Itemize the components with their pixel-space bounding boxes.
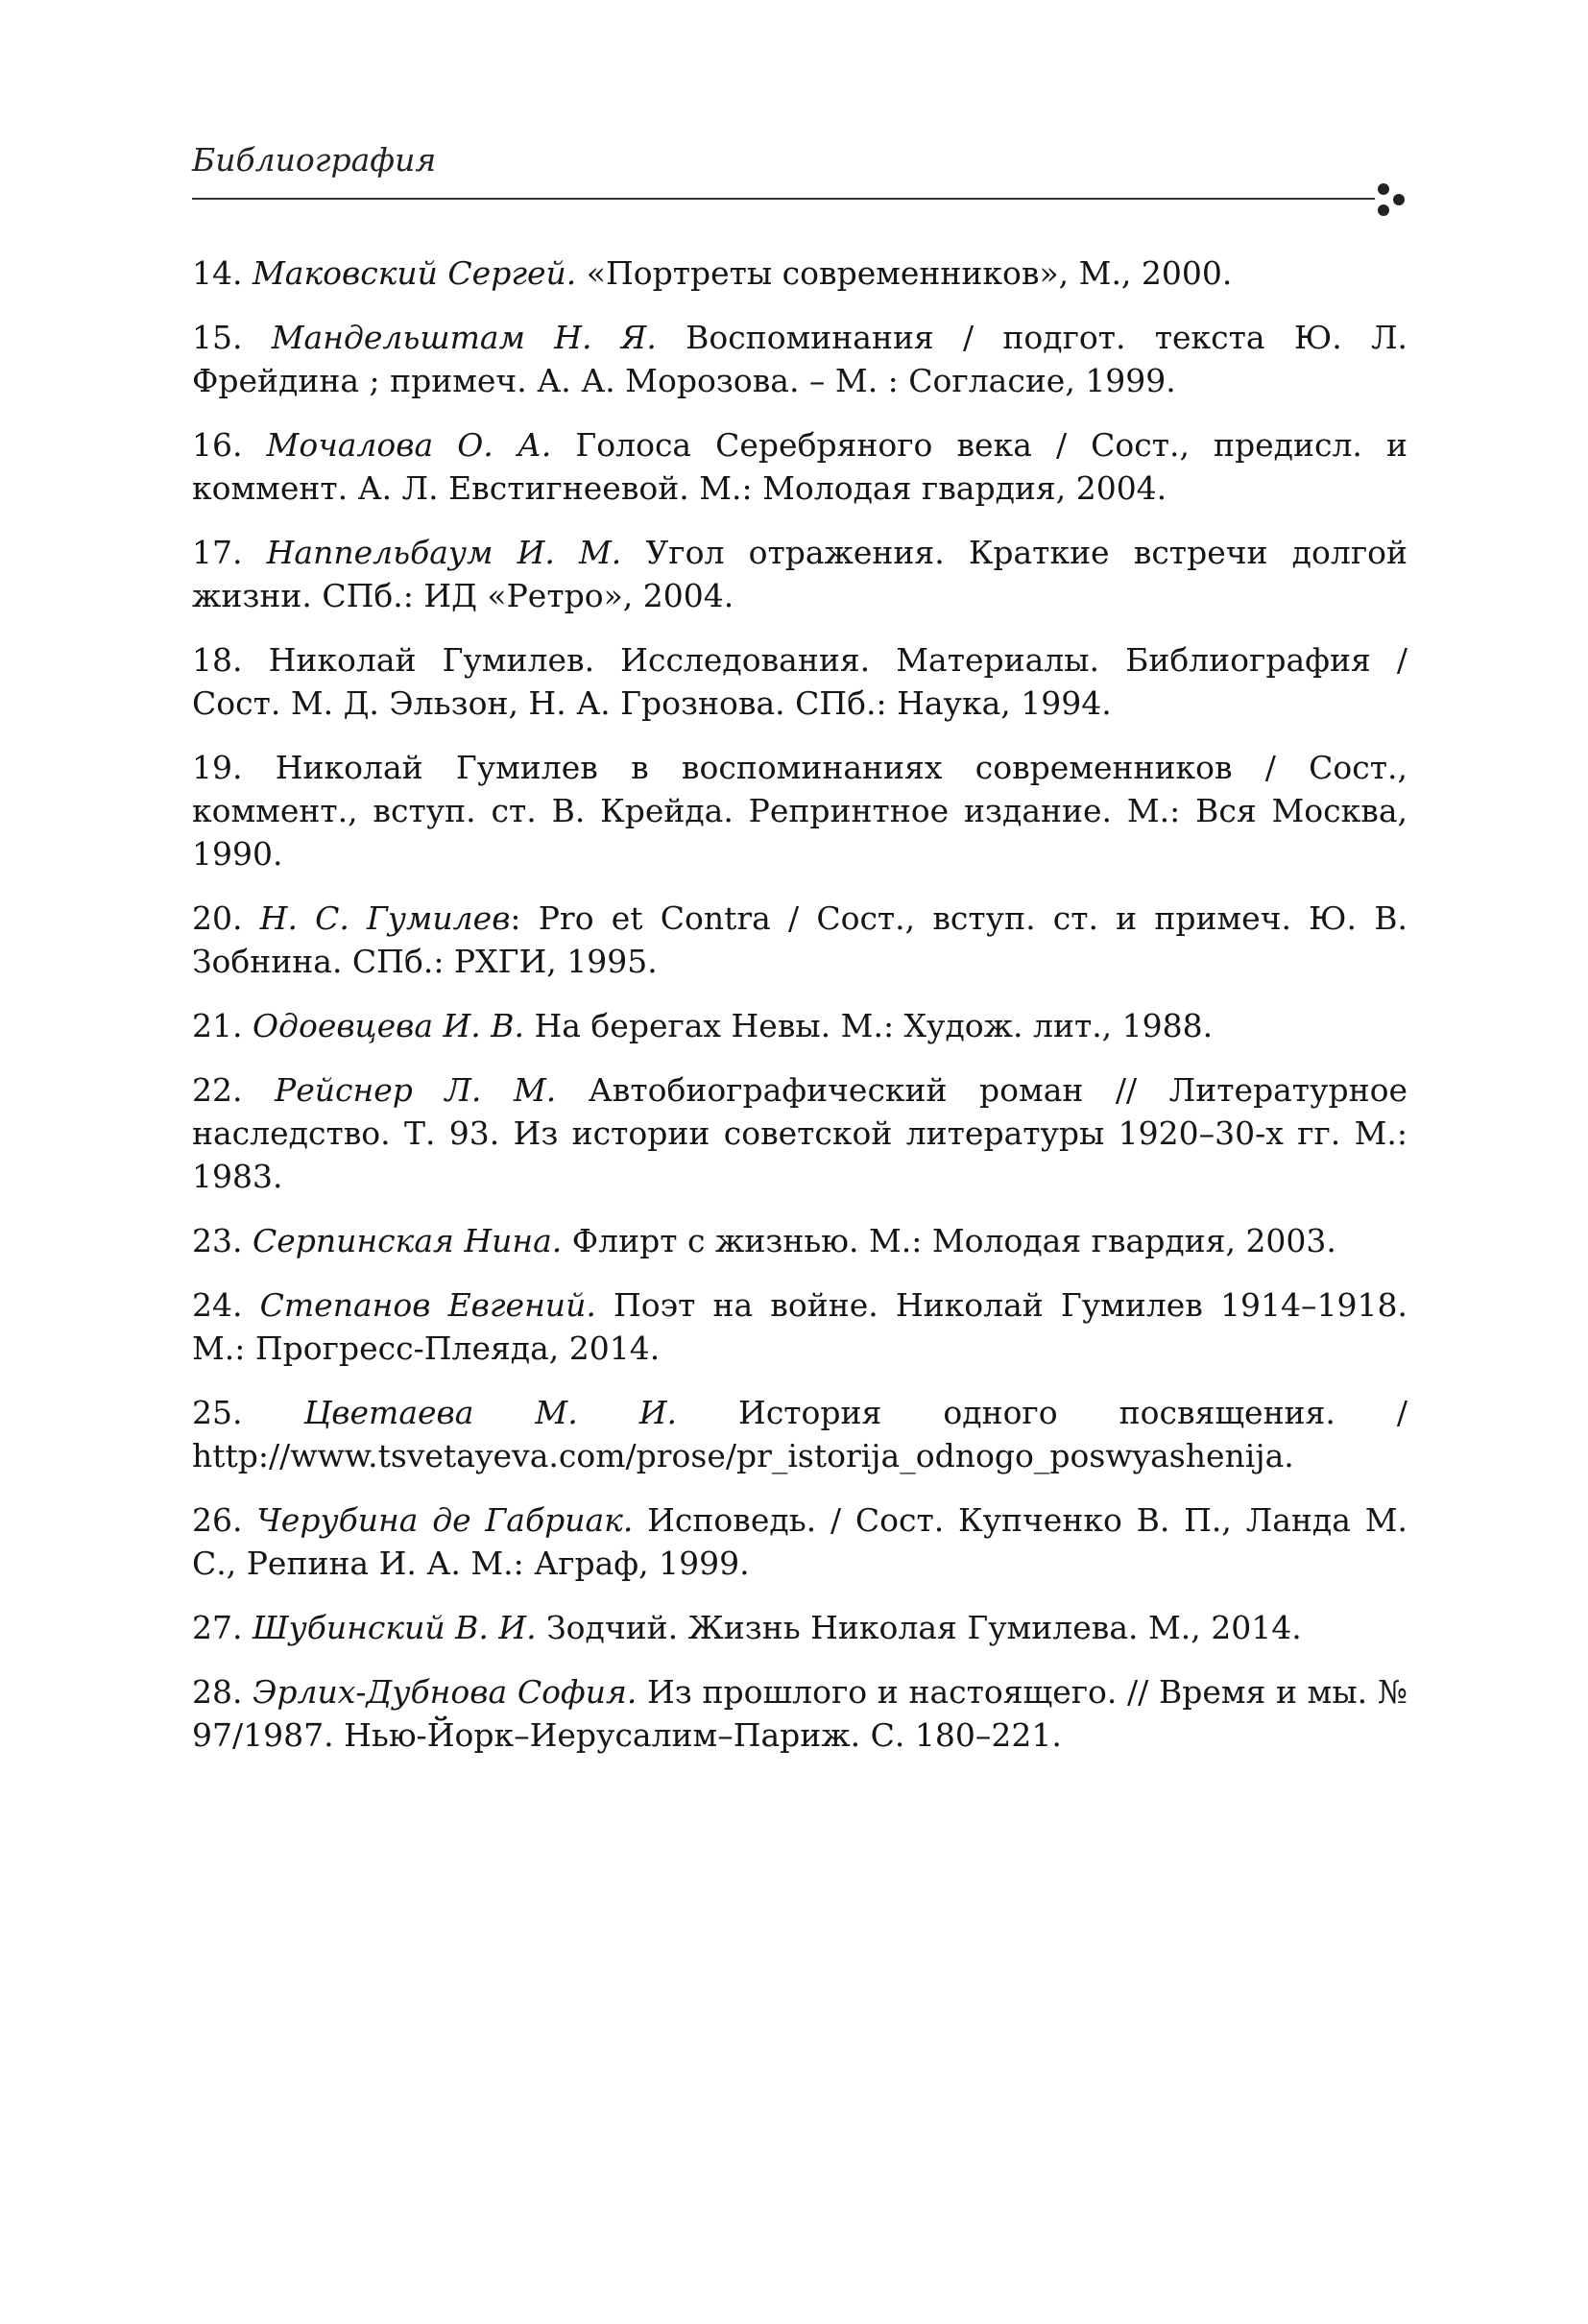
entry-author: Мандельштам Н. Я. [271,319,657,356]
entry-text: Зодчий. Жизнь Николая Гумилева. М., 2014. [536,1609,1302,1646]
entry-text: Николай Гумилев в воспоминаниях современников / Сост., коммент., вступ. ст. В. Крейда. Репринтное издание. М.: Вся Москва, 1990. [192,749,1408,873]
entry-author: Одоевцева И. В. [252,1007,524,1044]
bibliography-entry [192,1498,1408,1585]
entry-text: Исповедь. / Сост. Купченко В. П., Ланда М. С., Репина И. А. М.: Аграф, 1999. [192,1501,1408,1582]
entry-number: 24. [192,1286,260,1324]
entry-author: Шубинский В. И. [252,1609,537,1646]
entry-author: Наппельбаум И. М. [266,534,622,571]
entry-author: Маковский Сергей. [252,254,577,292]
bibliography-entry [192,1391,1408,1477]
bibliography-entry [192,531,1408,617]
bibliography-entry [192,1606,1408,1649]
entry-number: 16. [192,426,267,464]
entry-text: Флирт с жизнью. М.: Молодая гвардия, 2003. [562,1222,1336,1259]
header-rule [192,198,1375,200]
entry-number: 28. [192,1673,253,1711]
entry-author: Н. С. Гумилев [259,899,511,937]
entry-text: Из прошлого и настоящего. // Время и мы. № 97/1987. Нью-Йорк–Иерусалим–Париж. С. 180–221. [192,1673,1408,1754]
bibliography-entry [192,423,1408,510]
entry-text: На берегах Невы. М.: Худож. лит., 1988. [523,1007,1214,1044]
entry-author: Мочалова О. А. [266,426,552,464]
entry-number: 27. [192,1609,253,1646]
entry-number: 25. [192,1394,304,1431]
bibliography-entry [192,1219,1408,1262]
bibliography-entry [192,746,1408,875]
entry-number: 18. [192,641,269,679]
three-dots-ornament-icon [1371,180,1409,219]
entry-author: Рейснер Л. М. [275,1071,557,1109]
running-title: Библиография [192,141,437,179]
entry-text: Николай Гумилев. Исследования. Материалы. Библиография / Сост. М. Д. Эльзон, Н. А. Грознова. СПб.: Наука, 1994. [192,641,1408,722]
entry-text: Голоса Серебряного века / Сост., предисл. и коммент. А. Л. Евстигнеевой. М.: Молодая гвардия, 2004. [192,426,1408,507]
entry-author: Серпинская Нина. [252,1222,563,1259]
entry-number: 19. [192,749,276,786]
bibliography-entry [192,252,1408,295]
entry-number: 21. [192,1007,253,1044]
entry-author: Черубина де Габриак. [256,1501,634,1539]
entry-number: 14. [192,254,253,292]
entry-number: 15. [192,319,272,356]
entry-text: Воспоминания / подгот. текста Ю. Л. Фрейдина ; примеч. А. А. Морозова. – М. : Согласие, 1999. [192,319,1408,399]
entry-number: 20. [192,899,260,937]
entry-text: Поэт на войне. Николай Гумилев 1914–1918. М.: Прогресс-Плеяда, 2014. [192,1286,1408,1367]
entry-text: Автобиографический роман // Литературное наследство. Т. 93. Из истории советской литературы 1920–30-х гг. М.: 1983. [192,1071,1408,1195]
entry-author: Степанов Евгений. [259,1286,596,1324]
entry-author: Цветаева М. И. [303,1394,678,1431]
entry-number: 26. [192,1501,257,1539]
bibliography-entry [192,638,1408,725]
entry-number: 17. [192,534,267,571]
bibliography-entry [192,316,1408,402]
bibliography-entry [192,1068,1408,1198]
bibliography-entry [192,897,1408,983]
entry-author: Эрлих-Дубнова София. [253,1673,638,1711]
entry-number: 22. [192,1071,276,1109]
bibliography-entry [192,1004,1408,1047]
entry-text: Угол отражения. Краткие встречи долгой жизни. СПб.: ИД «Ретро», 2004. [192,534,1408,614]
running-header [192,141,1408,179]
bibliography-entry [192,1670,1408,1757]
bibliography-list [192,252,1408,1778]
entry-number: 23. [192,1222,253,1259]
entry-text: История одного посвящения. / http://www.tsvetayeva.com/prose/pr_istorija_odnogo_poswyashenija. [192,1394,1408,1474]
entry-text: : Pro et Contra / Сост., вступ. ст. и примеч. Ю. В. Зобнина. СПб.: РХГИ, 1995. [192,899,1408,980]
bibliography-entry [192,1283,1408,1370]
entry-text: «Портреты современников», М., 2000. [576,254,1233,292]
